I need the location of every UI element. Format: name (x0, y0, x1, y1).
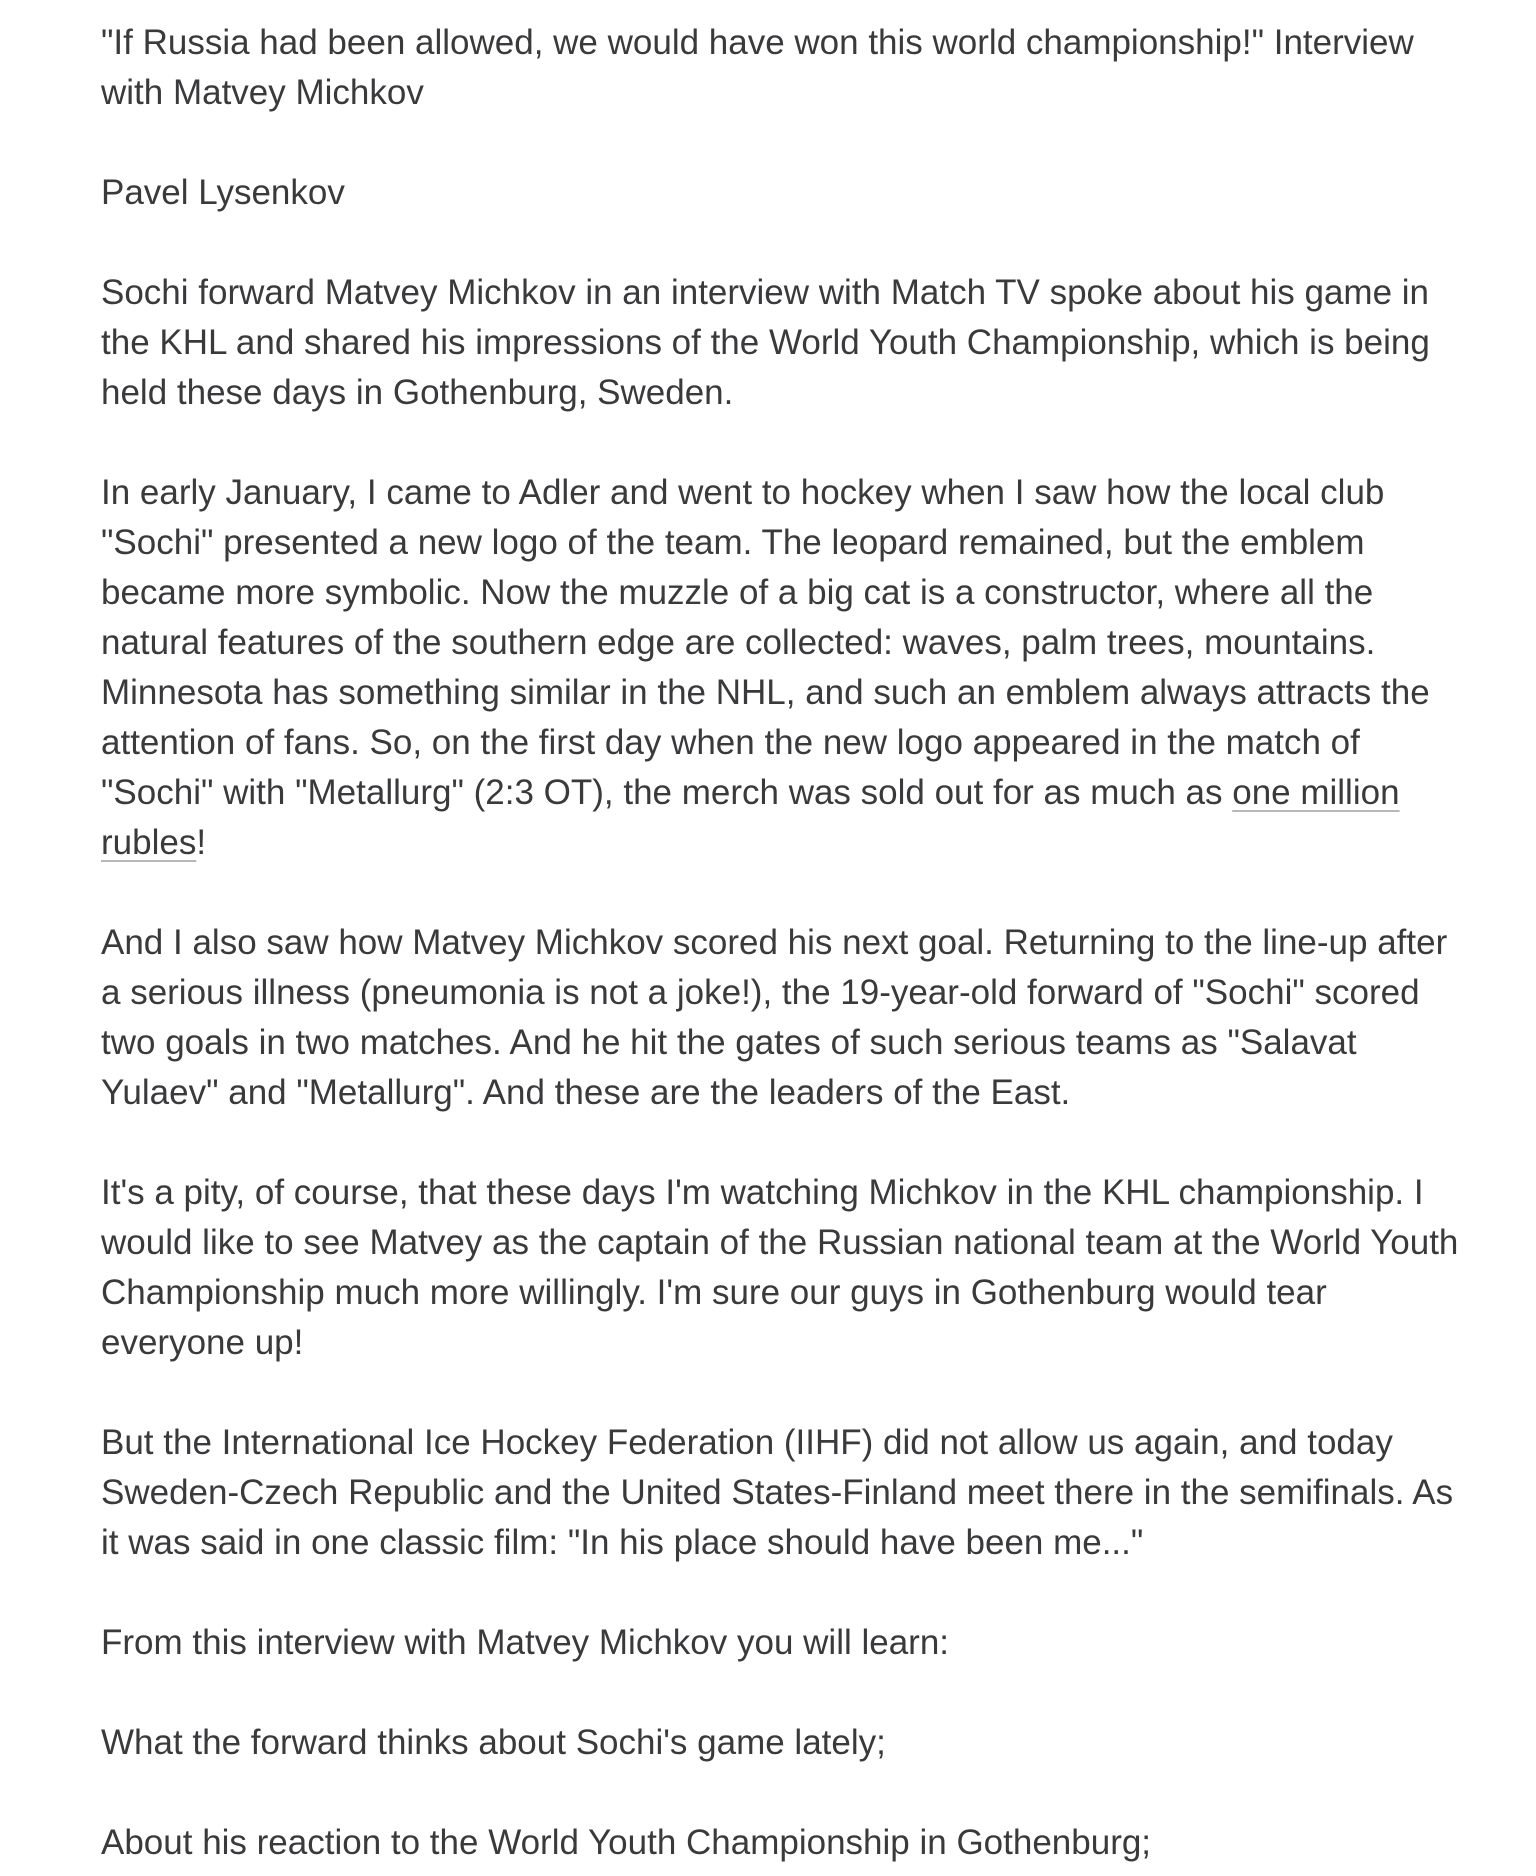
merch-sales-link[interactable]: one million rubles (101, 773, 1400, 862)
article-title: "If Russia had been allowed, we would have won this world championship!" Interview with Matvey Michkov (101, 23, 1414, 112)
goal-paragraph: And I also saw how Matvey Michkov scored his next goal. Returning to the line-up after a serious illness (pneumonia is not a joke!), the 19-year-old forward of "Sochi" scored two goals in two matches. And he hit the gates of such serious teams as "Salavat Yulaev" and "Metallurg". And these are the leaders of the East. (101, 923, 1448, 1112)
spacer (101, 218, 1461, 268)
logo-paragraph-end: ! (196, 823, 207, 862)
spacer (101, 1118, 1461, 1168)
logo-paragraph (101, 468, 1461, 868)
spacer (101, 1368, 1461, 1418)
learn-item: What the forward thinks about Sochi's game lately; (101, 1723, 886, 1762)
learn-intro: From this interview with Matvey Michkov you will learn: (101, 1623, 950, 1662)
author-name: Pavel Lysenkov (101, 173, 345, 212)
logo-paragraph-text: In early January, I came to Adler and went to hockey when I saw how the local club "Sochi" presented a new logo of the team. The leopard remained, but the emblem became more symbolic. Now the muzzle of a big cat is a constructor, where all the natural features of the southern edge are collected: waves, palm trees, mountains. Minnesota has something similar in the NHL, and such an emblem always attracts the attention of fans. So, on the first day when the new logo appeared in the match of "Sochi" with "Metallurg" (2:3 OT), the merch was sold out for as much as (101, 473, 1430, 812)
spacer (101, 1668, 1461, 1718)
spacer (101, 1768, 1461, 1818)
spacer (101, 868, 1461, 918)
note-body (101, 0, 1461, 1868)
learn-item: About his reaction to the World Youth Championship in Gothenburg; (101, 1823, 1152, 1862)
spacer (101, 418, 1461, 468)
intro-paragraph: Sochi forward Matvey Michkov in an interview with Match TV spoke about his game in the KHL and shared his impressions of the World Youth Championship, which is being held these days in Gothenburg, Sweden. (101, 273, 1430, 412)
spacer (101, 1568, 1461, 1618)
iihf-paragraph: But the International Ice Hockey Federation (IIHF) did not allow us again, and today Sweden-Czech Republic and the United States-Finland meet there in the semifinals. As it was said in one classic film: "In his place should have been me..." (101, 1423, 1454, 1562)
pity-paragraph: It's a pity, of course, that these days I'm watching Michkov in the KHL championship. I would like to see Matvey as the captain of the Russian national team at the World Youth Championship much more willingly. I'm sure our guys in Gothenburg would tear everyone up! (101, 1173, 1459, 1362)
spacer (101, 118, 1461, 168)
